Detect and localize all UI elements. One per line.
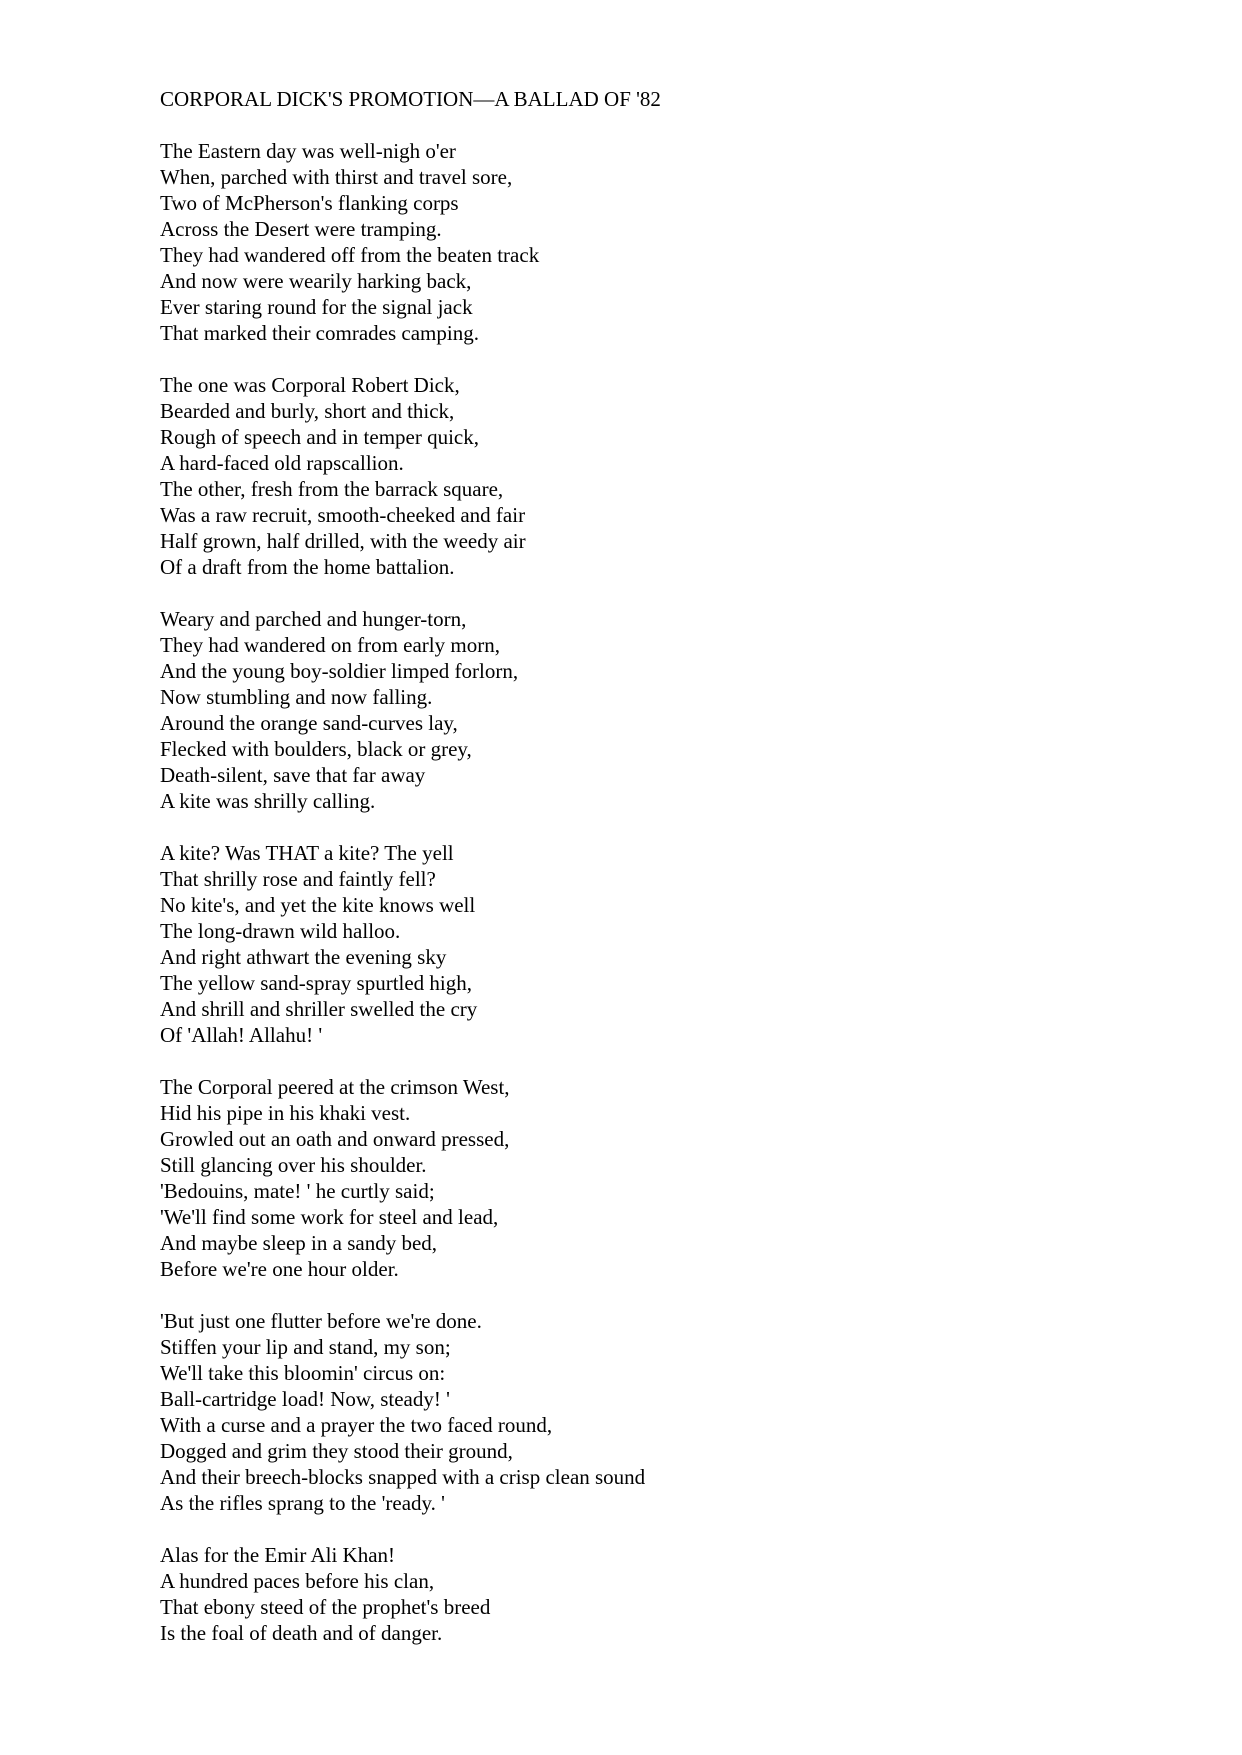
poem-line: Now stumbling and now falling. (160, 685, 433, 709)
stanza (160, 372, 1160, 580)
poem-line: Is the foal of death and of danger. (160, 1621, 443, 1645)
poem-line: Bearded and burly, short and thick, (160, 399, 455, 423)
poem-line: Across the Desert were tramping. (160, 217, 442, 241)
poem-line: Half grown, half drilled, with the weedy air (160, 529, 526, 553)
poem-line: Before we're one hour older. (160, 1257, 399, 1281)
stanza (160, 840, 1160, 1048)
poem-line: A kite was shrilly calling. (160, 789, 376, 813)
poem-line: Flecked with boulders, black or grey, (160, 737, 472, 761)
poem-line: The yellow sand-spray spurtled high, (160, 971, 473, 995)
poem-line: 'We'll find some work for steel and lead, (160, 1205, 499, 1229)
poem-line: And now were wearily harking back, (160, 269, 472, 293)
poem-line: Growled out an oath and onward pressed, (160, 1127, 510, 1151)
poem-line: That marked their comrades camping. (160, 321, 479, 345)
poem-line: Alas for the Emir Ali Khan! (160, 1543, 396, 1567)
stanza (160, 1074, 1160, 1282)
poem-line: The one was Corporal Robert Dick, (160, 373, 460, 397)
poem-line: Stiffen your lip and stand, my son; (160, 1335, 451, 1359)
poem-line: That ebony steed of the prophet's breed (160, 1595, 491, 1619)
stanza (160, 138, 1160, 346)
poem-line: Dogged and grim they stood their ground, (160, 1439, 513, 1463)
poem-line: Of 'Allah! Allahu! ' (160, 1023, 323, 1047)
poem-line: When, parched with thirst and travel sore, (160, 165, 513, 189)
poem-line: We'll take this bloomin' circus on: (160, 1361, 446, 1385)
poem-line: And their breech-blocks snapped with a crisp clean sound (160, 1465, 646, 1489)
stanza-list (160, 138, 1160, 1646)
poem-line: Rough of speech and in temper quick, (160, 425, 479, 449)
poem-line: A kite? Was THAT a kite? The yell (160, 841, 454, 865)
poem-line: Death-silent, save that far away (160, 763, 426, 787)
poem-line: Still glancing over his shoulder. (160, 1153, 427, 1177)
poem-line: 'But just one flutter before we're done. (160, 1309, 482, 1333)
poem-line: The long-drawn wild halloo. (160, 919, 401, 943)
poem-line: And shrill and shriller swelled the cry (160, 997, 478, 1021)
poem-line: A hard-faced old rapscallion. (160, 451, 404, 475)
poem-line: With a curse and a prayer the two faced round, (160, 1413, 553, 1437)
poem-line: They had wandered off from the beaten track (160, 243, 540, 267)
stanza (160, 1308, 1160, 1516)
poem-line: No kite's, and yet the kite knows well (160, 893, 476, 917)
poem-line: Two of McPherson's flanking corps (160, 191, 459, 215)
poem-line: A hundred paces before his clan, (160, 1569, 435, 1593)
poem-line: 'Bedouins, mate! ' he curtly said; (160, 1179, 435, 1203)
poem-line: And right athwart the evening sky (160, 945, 447, 969)
poem-line: Ball-cartridge load! Now, steady! ' (160, 1387, 450, 1411)
poem-line: As the rifles sprang to the 'ready. ' (160, 1491, 445, 1515)
poem-line: Around the orange sand-curves lay, (160, 711, 458, 735)
poem-line: They had wandered on from early morn, (160, 633, 500, 657)
stanza (160, 606, 1160, 814)
poem-line: The Eastern day was well-nigh o'er (160, 139, 456, 163)
poem-line: That shrilly rose and faintly fell? (160, 867, 436, 891)
poem-line: The other, fresh from the barrack square, (160, 477, 504, 501)
poem-title: CORPORAL DICK'S PROMOTION—A BALLAD OF '82 (160, 87, 661, 111)
poem-body (160, 86, 1160, 1646)
stanza (160, 1542, 1160, 1646)
poem-line: The Corporal peered at the crimson West, (160, 1075, 510, 1099)
poem-line: Hid his pipe in his khaki vest. (160, 1101, 411, 1125)
poem-line: Was a raw recruit, smooth-cheeked and fair (160, 503, 526, 527)
poem-line: And maybe sleep in a sandy bed, (160, 1231, 438, 1255)
poem-line: Ever staring round for the signal jack (160, 295, 473, 319)
poem-line: Weary and parched and hunger-torn, (160, 607, 467, 631)
poem-line: And the young boy-soldier limped forlorn, (160, 659, 519, 683)
poem-line: Of a draft from the home battalion. (160, 555, 455, 579)
